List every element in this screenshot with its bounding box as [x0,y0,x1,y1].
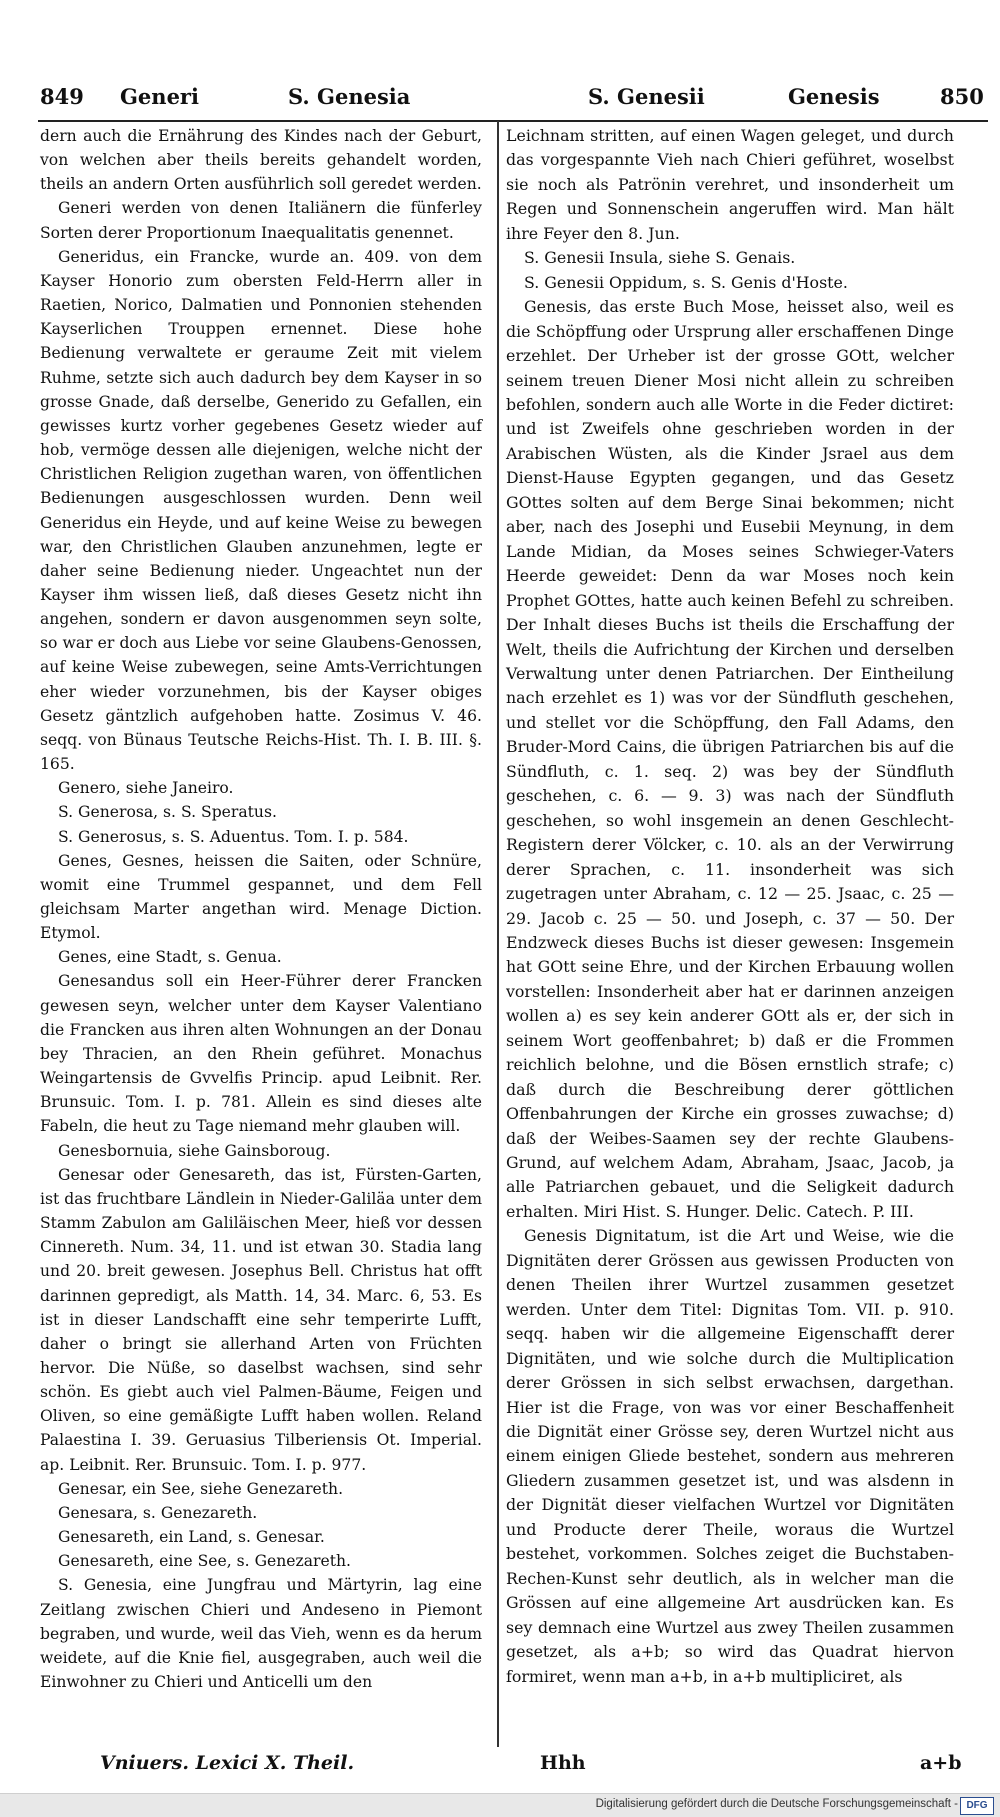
entry-genesandus: Genesandus soll ein Heer-Führer derer Francken gewesen seyn, welcher unter dem Kayser Valentiano die Francken aus ihren alten Wohnungen an der Donau bey Thracien, an den Rhein geführet. Monachus Weingartensis de Gvvelfis Princip. apud Leibnit. Rer. Brunsuic. Tom. I. p. 781. Allein es sind dieses alte Fabeln, die heut zu Tage niemand mehr glauben will. [40,972,482,1136]
entry-s-genesia: S. Genesia, eine Jungfrau und Märtyrin, lag eine Zeitlang zwischen Chieri und Andeseno in Piemont begraben, und wurde, weil das Vieh, wenn es da herum weidete, auf die Knie fiel, ausgegraben, auch weil die Einwohner zu Chieri und Anticelli um den [40,1576,482,1691]
right-catchword: Genesis [788,84,880,109]
entry-genesbornuia: Genesbornuia, siehe Gainsboroug. [58,1141,331,1160]
dfg-logo: DFG [960,1797,994,1815]
left-column [40,124,482,1694]
left-running-title: S. Genesia [288,84,411,109]
signature-line: Vniuers. Lexici X. Theil. [100,1752,355,1774]
entry-genesareth-see: Genesareth, eine See, s. Genezareth. [58,1552,351,1571]
column-divider [497,121,499,1747]
header-rule [38,120,988,122]
right-column [506,124,954,1689]
right-running-title: S. Genesii [588,84,705,109]
entry-paragraph: Leichnam stritten, auf einen Wagen geleget, und durch das vorgespannte Vieh nach Chieri geführet, woselbst sie noch als Patrönin verehret, und insonderheit um Regen und Sonnenschein angeruffen wird. Man hält ihre Feyer den 8. Jun. [506,126,954,243]
entry-s-genesii-oppidum: S. Genesii Oppidum, s. S. Genis d'Hoste. [524,272,848,292]
signature-mark: Hhh [540,1752,586,1774]
entry-genesara: Genesara, s. Genezareth. [58,1503,258,1522]
entry-s-generosa: S. Generosa, s. S. Speratus. [58,803,277,822]
entry-generidus: Generidus, ein Francke, wurde an. 409. von dem Kayser Honorio zum obersten Feld-Herrn aller in Raetien, Norico, Dalmatien und Ponnonien stehenden Kayserlichen Trouppen ernennet. Diese hohe Bedienung verwaltete er geraume Zeit mit vielem Ruhme, setzte sich auch dadurch bey dem Kayser in so grosse Gnade, daß derselbe, Generido zu Gefallen, ein gewisses kurtz vorher gegebenes Gesetz wieder auf hob, vermöge dessen alle diejenigen, welche nicht der Christlichen Religion zugethan waren, von öffentlichen Bedienungen ausgeschlossen wurden. Denn weil Generidus ein Heyde, und auf keine Weise zu bewegen war, den Christlichen Glauben anzunehmen, legte er daher seine Bedienung nieder. Ungeachtet nun der Kayser ihm wissen ließ, daß dieses Gesetz nicht ihn angehen, sondern er davon ausgenommen seyn solte, so war er doch aus Liebe vor seine Glaubens-Genossen, auf keine Weise zubewegen, seine Amts-Verrichtungen eher wieder vorzunehmen, bis der Kayser obiges Gesetz gäntzlich aufgehoben hatte. Zosimus V. 46. seqq. von Bünaus Teutsche Reichs-Hist. Th. I. B. III. §. 165. [40,247,482,774]
running-header [40,84,986,120]
entry-s-genesii-insula: S. Genesii Insula, siehe S. Genais. [524,248,796,268]
page-footer [40,1752,986,1782]
entry-paragraph: dern auch die Ernährung des Kindes nach der Geburt, von welchen aber theils bereits gehandelt worden, theils an andern Orten ausführlich soll geredet werden. [40,127,482,194]
entry-genesar-see: Genesar, ein See, siehe Genezareth. [58,1479,344,1498]
left-catchword: Generi [120,84,199,109]
entry-genero: Genero, siehe Janeiro. [58,779,234,798]
left-page-number: 849 [40,84,84,109]
digitization-credit-bar [0,1793,1000,1817]
entry-s-generosus: S. Generosus, s. S. Aduentus. Tom. I. p. 584. [58,827,409,846]
credit-text: Digitalisierung gefördert durch die Deutsche Forschungsgemeinschaft - [595,1798,958,1810]
right-page-number: 850 [940,84,984,109]
entry-genesis: Genesis, das erste Buch Mose, heisset also, weil es die Schöpffung oder Ursprung aller erschaffenen Dinge erzehlet. Der Urheber ist der grosse GOtt, welcher seinem treuen Diener Mosi nicht allein zu schreiben befohlen, sondern auch alle Worte in die Feder dictiret: und ist Zweifels ohne geschrieben worden in der Arabischen Wüsten, als die Kinder Jsrael aus dem Dienst-Hause Egypten gegangen, und das Gesetz GOttes solten auf dem Berge Sinai bekommen; nicht aber, nach des Josephi und Eusebii Meynung, in dem Lande Midian, da Moses seines Schwieger-Vaters Heerde geweidet: Denn da war Moses noch kein Prophet GOttes, hatte auch keinen Befehl zu schreiben. Der Inhalt dieses Buchs ist theils die Erschaffung der Welt, theils die Aufrichtung der Kirchen und derselben Verwaltung unter denen Patriarchen. Der Eintheilung nach erzehlet es 1) was vor der Sündfluth geschehen, und stellet vor die Schöpffung, den Fall Adams, den Bruder-Mord Cains, die übrigen Patriarchen bis auf die Sündfluth, c. 1. seq. 2) was bey der Sündfluth geschehen, c. 6. — 9. 3) was nach der Sündfluth geschehen, so wohl insgemein an denen Geschlecht-Registern derer Völcker, c. 10. als an der Verwirrung derer Sprachen, c. 11. insonderheit was sich zugetragen unter Abraham, c. 12 — 25. Jsaac, c. 25 — 29. Jacob c. 25 — 50. und Joseph, c. 37 — 50. Der Endzweck dieses Buchs ist dieser gewesen: Insgemein hat GOtt seine Ehre, und der Kirchen Erbauung wollen vorstellen: Insonderheit aber hat er darinnen anzeigen wollen a) es sey kein anderer GOtt als er, der sich in seinem Wort geoffenbahret; b) daß er die Frommen reichlich belohne, und die Bösen ernstlich strafe; c) daß durch die Beschreibung derer göttlichen Offenbahrungen der Kirche ein grosses zuwachse; d) daß der Weibes-Saamen sey der rechte Glaubens-Grund, auf welchem Adam, Abraham, Jsaac, Jacob, ja alle Patriarchen gebauet, und die Seligkeit dadurch erhalten. Miri Hist. S. Hunger. Delic. Catech. P. III. [506,297,954,1221]
entry-genes-gesnes: Genes, Gesnes, heissen die Saiten, oder Schnüre, womit eine Trummel gespannet, und dem Fell gleichsam Marter angethan wird. Menage Diction. Etymol. [40,851,482,943]
catchword: a+b [920,1752,962,1774]
entry-genesis-dignitatum: Genesis Dignitatum, ist die Art und Weise, wie die Dignitäten derer Grössen aus gewissen Producten von denen Theilen ihrer Wurtzel zusammen gesetzet werden. Unter dem Titel: Dignitas Tom. VII. p. 910. seqq. haben wir die allgemeine Eigenschafft derer Dignitäten, und wie solche durch die Multiplication derer Grössen in sich selbst erwachsen, dargethan. Hier ist die Frage, von was vor einer Beschaffenheit die Dignität einer Grösse sey, deren Wurtzel nicht aus einem einigen Gliede bestehet, sondern aus mehreren Gliedern zusammen gesetzet ist, und was alsdenn in der Dignität dieser vielfachen Wurtzel vor Dignitäten und Producte derer Theile, woraus die Wurtzel bestehet, vorkommen. Solches zeiget die Buchstaben-Rechen-Kunst sehr deutlich, als in welcher man die Grössen auf eine allgemeine Art ausdrücken kan. Es sey demnach eine Wurtzel aus zwey Theilen zusammen gesetzet, als a+b; so wird das Quadrat hiervon formiret, wenn man a+b, in a+b multipliciret, als [506,1226,954,1686]
entry-genes-stadt: Genes, eine Stadt, s. Genua. [58,948,282,967]
entry-genesareth-land: Genesareth, ein Land, s. Genesar. [58,1528,325,1547]
entry-generi: Generi werden von denen Italiänern die fünferley Sorten derer Proportionum Inaequalitatis genennet. [40,199,482,242]
entry-genesar-genesareth: Genesar oder Genesareth, das ist, Fürsten-Garten, ist das fruchtbare Ländlein in Nieder-Galiläa unter dem Stamm Zabulon am Galiläischen Meer, hieß vor dessen Cinnereth. Num. 34, 11. und ist etwan 30. Stadia lang und 20. breit gewesen. Josephus Bell. Christus hat offt darinnen gepredigt, als Matth. 14, 34. Marc. 6, 53. Es ist in dieser Landschafft eine sehr temperirte Lufft, daher o bringt sie allerhand Arten von Früchten hervor. Die Nüße, so daselbst wachsen, sind sehr schön. Es giebt auch viel Palmen-Bäume, Feigen und Oliven, so eine gemäßigte Lufft haben wollen. Reland Palaestina I. 39. Geruasius Tilberiensis Ot. Imperial. ap. Leibnit. Rer. Brunsuic. Tom. I. p. 977. [40,1165,482,1474]
